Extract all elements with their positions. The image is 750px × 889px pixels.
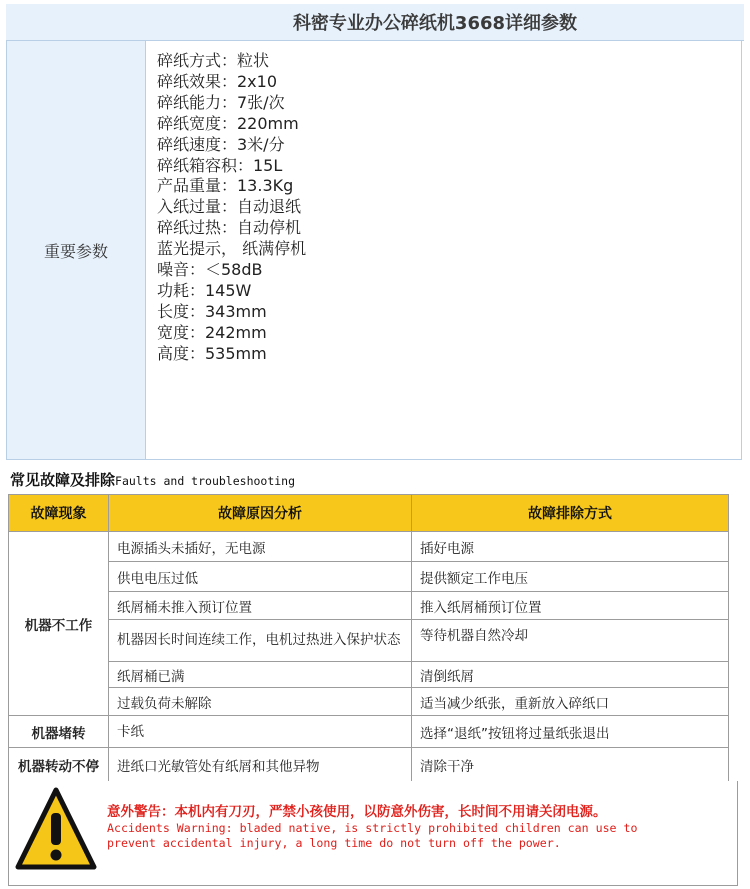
fix-cell: 清倒纸屑: [412, 662, 729, 688]
fix-cell: 等待机器自然冷却: [412, 620, 729, 662]
header-cause: 故障原因分析: [109, 495, 412, 532]
fix-cell: 提供额定工作电压: [412, 562, 729, 592]
fix-cell: 插好电源: [412, 532, 729, 562]
symptom-cell: 机器堵转: [9, 716, 109, 748]
table-row: [9, 620, 729, 662]
spec-item: 碎纸方式：粒状: [157, 51, 270, 70]
spec-item: 碎纸箱容积：15L: [157, 155, 283, 175]
warning-text-zh: 意外警告：本机内有刀刃，严禁小孩使用，以防意外伤害，长时间不用请关闭电源。: [107, 804, 607, 820]
symptom-cell: 机器不工作: [9, 532, 109, 716]
spec-item: 碎纸效果：2x10: [157, 71, 278, 91]
header-symptom: 故障现象: [9, 495, 109, 532]
spec-title-bar: [6, 4, 744, 41]
faults-title-en: Faults and troubleshooting: [115, 474, 296, 488]
warning-box: [8, 781, 738, 886]
cause-cell: 卡纸: [109, 716, 412, 748]
spec-panel: [6, 40, 742, 460]
table-row: [9, 662, 729, 688]
spec-item: 碎纸速度：3米/分: [157, 134, 285, 154]
table-row: [9, 562, 729, 592]
spec-list: [157, 51, 306, 365]
warning-triangle-icon: [15, 787, 97, 871]
spec-item: 碎纸过热：自动停机: [157, 218, 302, 238]
spec-item: 碎纸能力：7张/次: [157, 92, 285, 112]
cause-cell: 电源插头未插好，无电源: [109, 532, 412, 562]
fix-cell: 清除干净: [412, 748, 729, 782]
cause-cell: 进纸口光敏管处有纸屑和其他异物: [109, 748, 412, 782]
spec-item: 长度：343mm: [157, 301, 267, 321]
spec-item: 宽度：242mm: [157, 322, 267, 342]
table-row: [9, 688, 729, 716]
spec-item: 产品重量：13.3Kg: [157, 176, 294, 196]
spec-item: 噪音：＜58dB: [157, 260, 263, 280]
warning-text-en: Accidents Warning: bladed native, is strictly prohibited children can use to prevent accidental injury, a long time do not turn off the power.: [107, 821, 638, 850]
faults-table: [8, 494, 729, 782]
spec-title: 科密专业办公碎纸机3668详细参数: [292, 13, 578, 34]
table-row: [9, 748, 729, 782]
cause-cell: 机器因长时间连续工作，电机过热进入保护状态: [109, 620, 412, 662]
spec-item: 功耗：145W: [157, 280, 252, 300]
header-fix: 故障排除方式: [412, 495, 729, 532]
symptom-cell: 机器转动不停: [9, 748, 109, 782]
spec-item: 蓝光提示， 纸满停机: [157, 239, 307, 259]
faults-header-row: [9, 495, 729, 532]
spec-item: 碎纸宽度：220mm: [157, 113, 299, 133]
cause-cell: 纸屑桶未推入预订位置: [109, 592, 412, 620]
table-row: [9, 716, 729, 748]
cause-cell: 供电电压过低: [109, 562, 412, 592]
spec-item: 入纸过量：自动退纸: [157, 197, 302, 217]
fix-cell: 适当减少纸张，重新放入碎纸口: [412, 688, 729, 716]
fix-cell: 推入纸屑桶预订位置: [412, 592, 729, 620]
fix-cell: 选择“退纸”按钮将过量纸张退出: [412, 716, 729, 748]
faults-heading: [10, 469, 295, 490]
cause-cell: 纸屑桶已满: [109, 662, 412, 688]
spec-label-cell: [7, 41, 146, 459]
spec-item: 高度：535mm: [157, 343, 267, 363]
table-row: [9, 532, 729, 562]
spec-label: 重要参数: [43, 241, 108, 261]
faults-title-zh: 常见故障及排除: [10, 471, 116, 489]
cause-cell: 过载负荷未解除: [109, 688, 412, 716]
table-row: [9, 592, 729, 620]
